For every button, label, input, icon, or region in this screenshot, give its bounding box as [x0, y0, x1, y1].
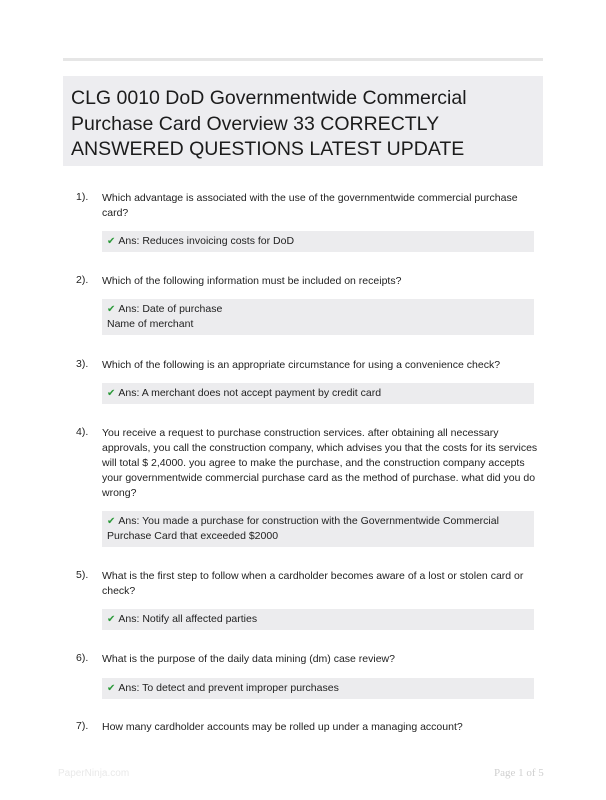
answer-line: Name of merchant: [107, 318, 194, 330]
answer-line: Ans: To detect and prevent improper purchases: [118, 682, 339, 694]
title-banner: [63, 76, 543, 166]
question-number: 4).: [76, 426, 89, 438]
answer-box: [102, 609, 534, 630]
question-number: 7).: [76, 720, 89, 732]
question-text: Which advantage is associated with the use of the governmentwide commercial purchase card?: [102, 192, 518, 219]
question-text: What is the first step to follow when a cardholder becomes aware of a lost or stolen card or check?: [102, 570, 524, 597]
answer-line: Ans: Reduces invoicing costs for DoD: [118, 235, 295, 247]
footer-watermark: PaperNinja.com: [58, 768, 130, 779]
answer-box: [102, 511, 534, 547]
answer-line: Purchase Card that exceeded $2000: [107, 530, 279, 542]
answer-line: Ans: Notify all affected parties: [118, 613, 258, 625]
question-text: How many cardholder accounts may be rolled up under a managing account?: [102, 721, 463, 733]
answer-box: [102, 383, 534, 404]
page-indicator: Page 1 of 5: [494, 767, 544, 779]
answer-box: [102, 299, 534, 335]
answer-line: Ans: You made a purchase for construction with the Governmentwide Commercial: [118, 515, 499, 527]
question-text: Which of the following is an appropriate circumstance for using a convenience check?: [102, 359, 501, 371]
checkmark-icon: ✔: [107, 304, 116, 315]
top-divider: [63, 58, 543, 61]
question-number: 5).: [76, 569, 89, 581]
question-number: 2).: [76, 274, 89, 286]
question-text: What is the purpose of the daily data mining (dm) case review?: [102, 653, 395, 665]
question-number: 3).: [76, 358, 89, 370]
answer-line: Ans: A merchant does not accept payment by credit card: [118, 387, 382, 399]
checkmark-icon: ✔: [107, 236, 116, 247]
answer-box: [102, 678, 534, 699]
answer-line: Ans: Date of purchase: [118, 303, 223, 315]
checkmark-icon: ✔: [107, 516, 116, 527]
checkmark-icon: ✔: [107, 614, 116, 625]
checkmark-icon: ✔: [107, 683, 116, 694]
question-text: Which of the following information must be included on receipts?: [102, 275, 402, 287]
question-number: 6).: [76, 652, 89, 664]
checkmark-icon: ✔: [107, 388, 116, 399]
answer-box: [102, 231, 534, 252]
document-title: CLG 0010 DoD Governmentwide Commercial Purchase Card Overview 33 CORRECTLY ANSWERED QUESTIONS LATEST UPDATE: [71, 87, 467, 160]
question-number: 1).: [76, 191, 89, 203]
question-text: You receive a request to purchase construction services. after obtaining all necessary approvals, you call the construction company, which advises you that the costs for its services will total $ 2,4000. you agree to make the purchase, and the construction company accepts your governmentwide commercial purchase card as the method of purchase. what did you do wrong?: [102, 427, 538, 499]
